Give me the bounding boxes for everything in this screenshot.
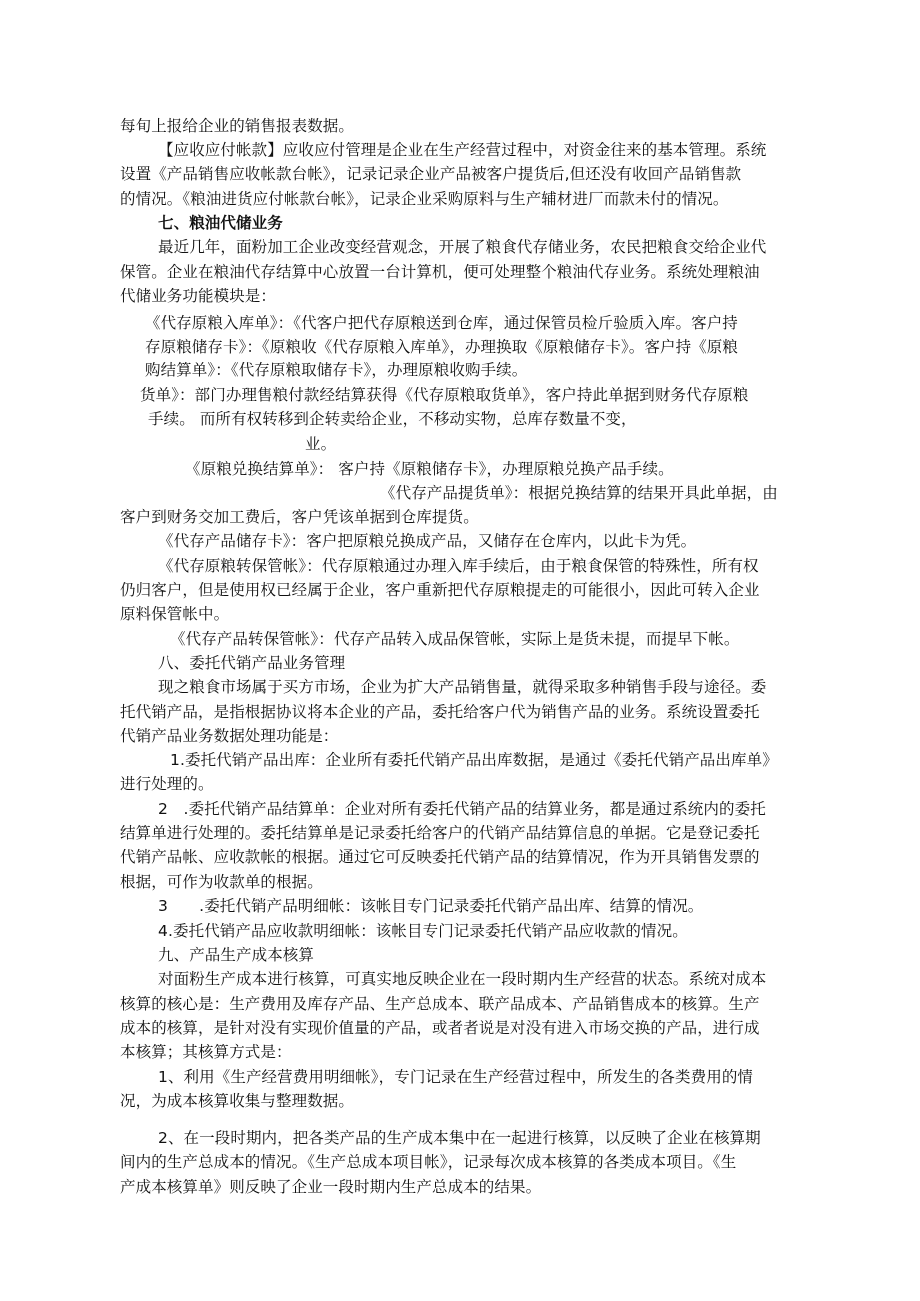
text-line: 根据，可作为收款单的根据。 xyxy=(120,873,323,891)
text-line: 《代存原粮入库单》：《代客户把代存原粮送到仓库，通过保管员检斤验质入库。客户持 xyxy=(145,314,738,332)
text-line: 代储业务功能模块是： xyxy=(120,287,277,305)
text-line: 1、利用《生产经营费用明细帐》，专门记录在生产经营过程中，所发生的各类费用的情 xyxy=(158,1068,754,1086)
text-line: 业。 xyxy=(305,435,337,453)
section-heading: 九、产品生产成本核算 xyxy=(158,946,315,964)
text-line: 间内的生产总成本的情况。《生产总成本项目帐》，记录每次成本核算的各类成本项目。《生 xyxy=(120,1153,737,1171)
text-line: 购结算单》：《代存原粮取储存卡》，办理原粮收购手续。 xyxy=(145,361,528,379)
text-line: 产成本核算单》则反映了企业一段时期内生产总成本的结果。 xyxy=(120,1178,542,1196)
text-line: 手续。 而所有权转移到企转卖给企业，不移动实物，总库存数量不变， xyxy=(148,410,637,428)
text-line: 2 .委托代销产品结算单：企业对所有委托代销产品的结算业务，都是通过系统内的委托 xyxy=(158,800,766,818)
text-line: 结算单进行处理的。委托结算单是记录委托给客户的代销产品结算信息的单据。它是登记委托 xyxy=(120,824,760,842)
text-line: 客户到财务交加工费后，客户凭该单据到仓库提货。 xyxy=(120,508,479,526)
text-line: 最近几年，面粉加工企业改变经营观念，开展了粮食代存储业务，农民把粮食交给企业代 xyxy=(158,238,767,256)
text-line: 况，为成本核算收集与整理数据。 xyxy=(120,1092,355,1110)
text-line: 《代存产品储存卡》：客户把原粮兑换成产品，又储存在仓库内，以此卡为凭。 xyxy=(158,532,697,550)
text-line: 设置《产品销售应收帐款台帐》，记录记录企业产品被客户提货后,但还没有收回产品销售款 xyxy=(120,165,742,183)
text-line: 每旬上报给企业的销售报表数据。 xyxy=(120,117,355,135)
text-line: 《代存产品提货单》：根据兑换结算的结果开具此单据，由 xyxy=(380,484,778,502)
text-line: 《代存原粮转保管帐》：代存原粮通过办理入库手续后，由于粮食保管的特殊性，所有权 xyxy=(158,557,759,575)
text-line: 4.委托代销产品应收款明细帐：该帐目专门记录委托代销产品应收款的情况。 xyxy=(158,922,688,940)
text-line: 2、在一段时期内，把各类产品的生产成本集中在一起进行核算，以反映了企业在核算期 xyxy=(158,1129,761,1147)
text-line: 的情况。《粮油进货应付帐款台帐》，记录企业采购原料与生产辅材进厂而款未付的情况。 xyxy=(120,190,729,208)
text-line: 核算的核心是：生产费用及库存产品、生产总成本、联产品成本、产品销售成本的核算。生产 xyxy=(120,995,760,1013)
text-line: 代销产品帐、应收款帐的根据。通过它可反映委托代销产品的结算情况，作为开具销售发票的 xyxy=(120,848,760,866)
text-line: 仍归客户，但是使用权已经属于企业，客户重新把代存原粮提走的可能很小，因此可转入企业 xyxy=(120,581,760,599)
section-heading: 八、委托代销产品业务管理 xyxy=(158,654,346,672)
section-heading: 七、粮油代储业务 xyxy=(158,214,283,232)
text-line: 1.委托代销产品出库：企业所有委托代销产品出库数据，是通过《委托代销产品出库单》 xyxy=(170,751,778,769)
text-line: 货单》：部门办理售粮付款经结算获得《代存原粮取货单》，客户持此单据到财务代存原粮 xyxy=(140,386,749,404)
text-line: 【应收应付帐款】应收应付管理是企业在生产经营过程中，对资金往来的基本管理。系统 xyxy=(158,141,767,159)
text-line: 托代销产品，是指根据协议将本企业的产品，委托给客户代为销售产品的业务。系统设置委托 xyxy=(120,703,760,721)
text-line: 保管。企业在粮油代存结算中心放置一台计算机，便可处理整个粮油代存业务。系统处理粮油 xyxy=(120,263,760,281)
text-line: 对面粉生产成本进行核算，可真实地反映企业在一段时期内生产经营的状态。系统对成本 xyxy=(158,970,767,988)
text-line: 成本的核算，是针对没有实现价值量的产品，或者者说是对没有进入市场交换的产品，进行成 xyxy=(120,1019,760,1037)
text-line: 代销产品业务数据处理功能是： xyxy=(120,727,339,745)
text-line: 进行处理的。 xyxy=(120,775,214,793)
text-line: 本核算；其核算方式是： xyxy=(120,1043,292,1061)
text-line: 3 .委托代销产品明细帐：该帐目专门记录委托代销产品出库、结算的情况。 xyxy=(158,897,704,915)
text-line: 存原粮储存卡》：《原粮收《代存原粮入库单》，办理换取《原粮储存卡》。客户持《原粮 xyxy=(145,338,739,356)
text-line: 《原粮兑换结算单》： 客户持《原粮储存卡》，办理原粮兑换产品手续。 xyxy=(185,460,674,478)
text-line: 现之粮食市场属于买方市场，企业为扩大产品销售量，就得采取多种销售手段与途径。委 xyxy=(158,678,767,696)
text-line: 《代存产品转保管帐》：代存产品转入成品保管帐，实际上是货未提，而提早下帐。 xyxy=(170,630,740,648)
text-line: 原料保管帐中。 xyxy=(120,605,230,623)
